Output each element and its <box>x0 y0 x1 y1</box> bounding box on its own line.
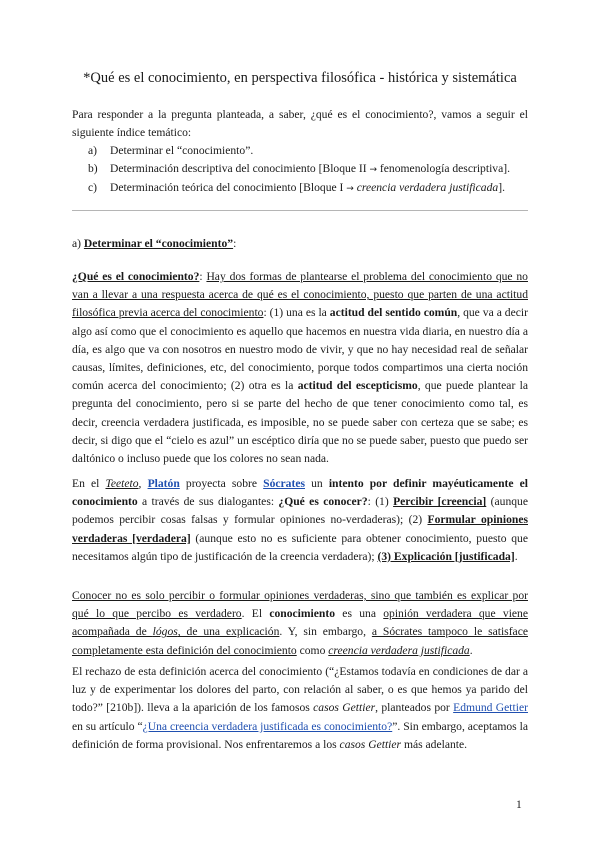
italic-term: casos Gettier <box>313 701 376 715</box>
underlined-text: Hay dos formas de plantearse el problema del conocimiento que no van a llevar a una respuesta acerca de qué es el conocimiento, puesto que parten de una actitud filosófica previa acerca del conocimiento <box>72 270 528 320</box>
text-run: . Y, sin embargo, <box>279 625 372 639</box>
text-run: . <box>514 549 518 563</box>
text-run: El rechazo de esta definición acerca del conocimiento (“¿Estamos todavía en condiciones de dar a luz y de experimentar los dolores del parto, con relación al saber, o es que hemos ya parido del todo?” [210b]). lleva a la aparición de los famosos <box>72 665 528 715</box>
bold-underlined-term: Formular opiniones verdaderas [verdadera] <box>72 513 528 545</box>
index-tail: ]. <box>498 181 505 195</box>
bold-term: intento por definir mayéuticamente el conocimiento <box>72 477 529 509</box>
text-run: . El <box>241 607 270 621</box>
text-run: más adelante. <box>401 737 468 751</box>
bold-underlined-term: (3) Explicación [justificada] <box>377 549 515 563</box>
page-number: 1 <box>516 798 522 811</box>
text-run: es una <box>335 607 384 621</box>
text-run: a través de sus dialogantes: <box>137 495 279 509</box>
index-item-c <box>88 179 528 198</box>
bold-term: actitud del sentido común <box>329 306 458 320</box>
section-heading-text: Determinar el “conocimiento” <box>83 237 234 250</box>
text-run: un <box>305 477 329 490</box>
text-run: . <box>469 643 473 657</box>
text-run: En el <box>72 477 106 490</box>
index-tail-italic: creencia verdadera justificada <box>353 181 499 195</box>
text-run: , <box>138 477 148 490</box>
text-run: (aunque esto no es suficiente para obtener conocimiento, puesto que necesitamos algún tipo de justificación de la creencia verdadera); <box>72 531 528 563</box>
arrow-right-icon: → <box>369 165 378 176</box>
text-run: proyecta sobre <box>179 477 264 490</box>
section-divider <box>72 210 528 211</box>
text-run: : (1) <box>367 495 394 509</box>
text-run: como <box>296 643 329 657</box>
index-item-a <box>88 142 528 160</box>
text-run: ”. Sin embargo, aceptamos la definición de forma provisional. Nos enfrentaremos a los <box>72 719 528 751</box>
bold-term: ¿Qué es conocer? <box>278 495 368 509</box>
question-text: ¿Qué es el conocimiento? <box>72 270 200 283</box>
index-marker: b) <box>88 162 98 176</box>
underlined-text: opinión verdadera que viene acompañada de <box>72 607 529 639</box>
underlined-text: Conocer no es solo percibir o formular opiniones verdaderas, sino que también es explicar por qué lo que percibo es verdadero <box>72 589 528 621</box>
bold-term: conocimiento <box>269 607 336 621</box>
intro-paragraph: Para responder a la pregunta planteada, a saber, ¿qué es el conocimiento?, vamos a seguir el siguiente índice temático: <box>72 108 528 140</box>
section-heading <box>72 235 528 253</box>
bold-term: actitud del escepticismo <box>297 379 418 393</box>
underlined-italic-text: creencia verdadera justificada <box>328 643 470 657</box>
document-title: *Qué es el conocimiento, en perspectiva filosófica - histórica y sistemática <box>83 70 517 86</box>
section-prefix: a) <box>72 237 84 250</box>
index-tail: fenomenología descriptiva]. <box>377 162 510 176</box>
text-run: : (1) una es la <box>263 306 330 320</box>
text-run: , que puede plantear la pregunta del conocimiento, pero si se parte del hecho de que tener conocimiento como tal, es decir, creencia verdadera justificada, es imposible, no se puede saber con certeza que se sabe; es decir, si digo que el “cielo es azul” un escéptico diría que no se puede saber, puesto que puedo ser daltónico o incluso puede que los colores no sean nada. <box>72 379 528 466</box>
platon-link[interactable]: Platón <box>147 477 180 490</box>
underlined-text: , de una explicación <box>177 625 280 639</box>
teeteto-link[interactable]: Teeteto <box>105 477 139 490</box>
thematic-index <box>88 142 528 199</box>
underlined-text: a Sócrates tampoco le satisface completamente esta definición del conocimiento <box>72 625 528 657</box>
paragraph-knowledge-question <box>72 268 528 468</box>
index-text: Determinar el “conocimiento”. <box>110 144 254 157</box>
index-text: Determinación descriptiva del conocimiento [Bloque II <box>110 162 370 176</box>
underlined-italic-text: lógos <box>152 625 178 639</box>
paragraph-conocer <box>72 587 528 660</box>
text-run: , planteados por <box>375 701 454 715</box>
text-run: , que va a decir algo así como que el conocimiento es aquello que hacemos en nuestra vida diaria, en nuestro día a día, es algo que va con nosotros en nuestro modo de vivir, y que no hay necesidad real de señalar causas, límites, definiciones, etc, del conocimiento, porque todos compartimos una cierta noción común acerca del conocimiento; (2) otra es la <box>72 306 528 393</box>
text-run: : <box>199 270 207 283</box>
index-item-b <box>88 160 528 179</box>
paragraph-gettier <box>72 663 528 754</box>
paragraph-teeteto <box>72 475 528 566</box>
text-run: en su artículo “ <box>72 719 143 733</box>
section-suffix: : <box>233 237 237 250</box>
bold-underlined-term: Percibir [creencia] <box>393 495 487 509</box>
index-text: Determinación teórica del conocimiento [Bloque I <box>110 181 347 195</box>
socrates-link[interactable]: Sócrates <box>263 477 305 490</box>
italic-term: casos Gettier <box>339 737 402 751</box>
index-marker: a) <box>88 144 98 157</box>
arrow-right-icon: → <box>346 184 354 195</box>
gettier-link[interactable]: Edmund Gettier <box>453 701 528 715</box>
text-run: (aunque podemos percibir cosas falsas y formular opiniones no-verdaderas); (2) <box>72 495 528 527</box>
article-link[interactable]: ¿Una creencia verdadera justificada es conocimiento? <box>142 719 393 733</box>
index-marker: c) <box>88 181 98 195</box>
